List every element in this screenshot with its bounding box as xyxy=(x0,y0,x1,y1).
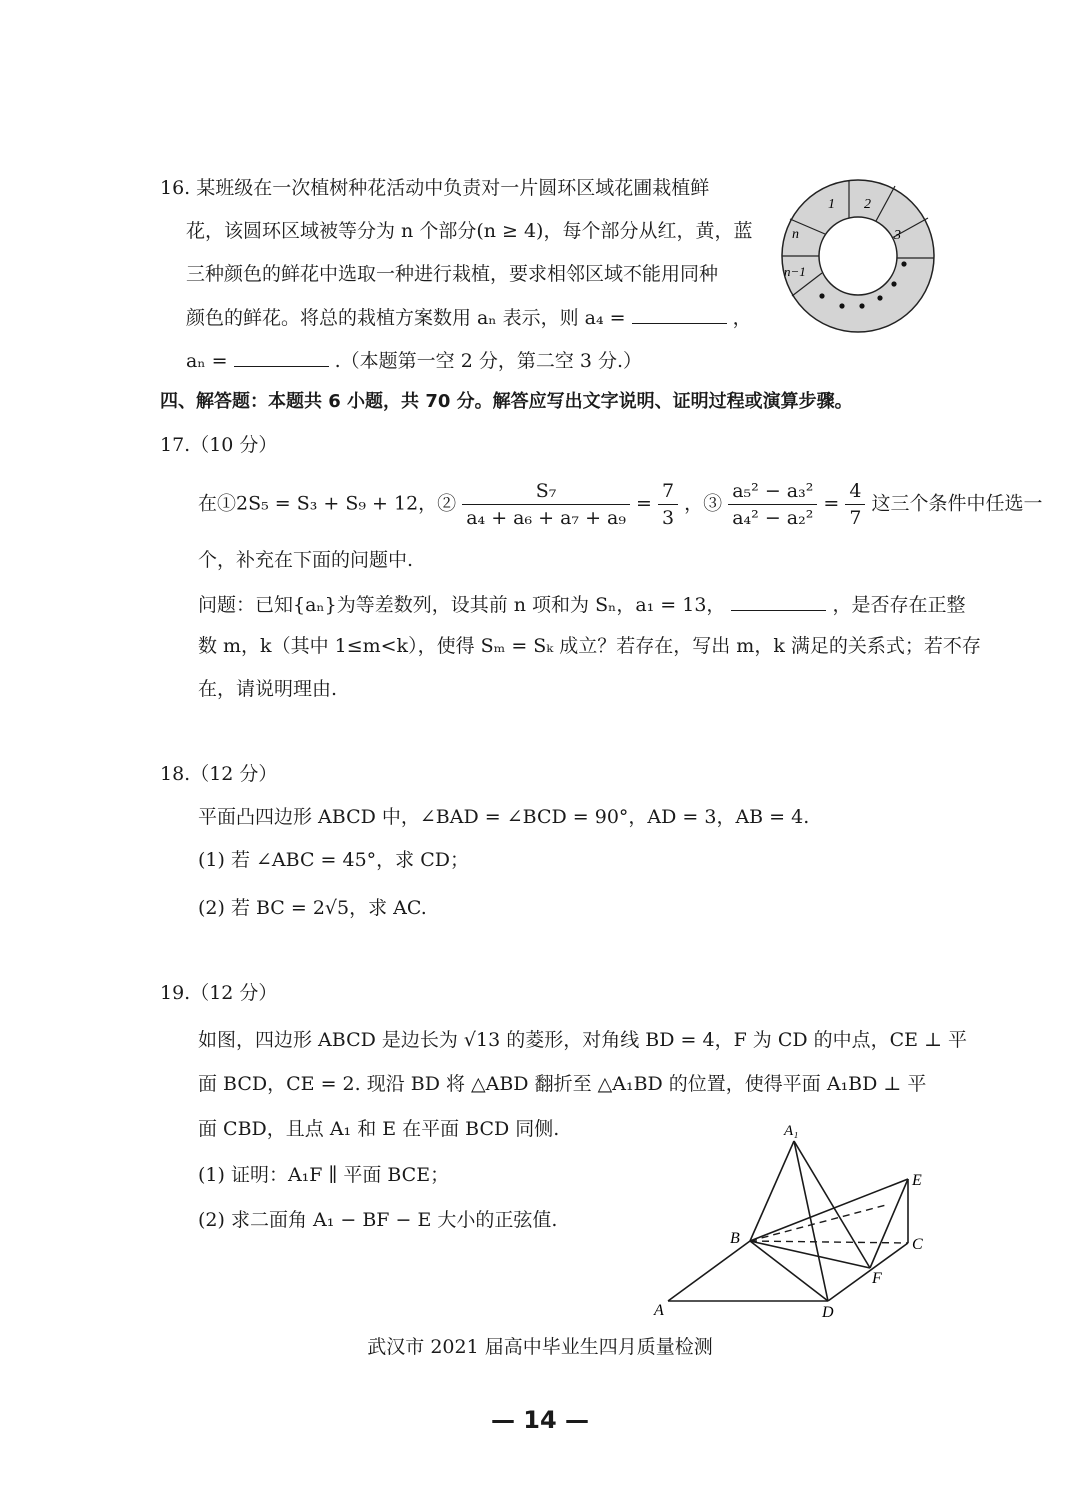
q17-cond2-rden: 3 xyxy=(662,507,675,529)
q17-cond2-fraction xyxy=(462,478,630,531)
q17-cond3-rden: 7 xyxy=(849,507,862,529)
q18-part-2: (2) 若 BC = 2√5，求 AC. xyxy=(198,897,427,919)
q17-cond2-num: S₇ xyxy=(462,478,630,505)
q17-line-5: 在，请说明理由. xyxy=(198,678,338,700)
q17-line-2: 个，补充在下面的问题中. xyxy=(198,549,414,571)
label-b: B xyxy=(730,1230,740,1247)
q16-answer-blank-2[interactable] xyxy=(234,348,329,367)
q19-part-1: (1) 证明：A₁F ∥ 平面 BCE； xyxy=(198,1164,450,1186)
pyramid-diagram xyxy=(650,1115,940,1325)
q17-cond3-rnum: 4 xyxy=(845,478,865,505)
q19-line-1: 如图，四边形 ABCD 是边长为 √13 的菱形，对角线 BD = 4，F 为 CD 的中点，CE ⊥ 平 xyxy=(198,1029,968,1051)
ring-label-1: 1 xyxy=(828,197,835,212)
q16-line-3: 三种颜色的鲜花中选取一种进行栽植，要求相邻区域不能用同种 xyxy=(186,263,719,285)
q17-line-4: 数 m，k（其中 1≤m<k），使得 Sₘ = Sₖ 成立？若存在，写出 m，k 满足的关系式；若不存 xyxy=(198,635,981,657)
q17-cond3-eq: = xyxy=(823,492,840,515)
q17-line-3 xyxy=(198,592,966,617)
q16-line-4-end: ， xyxy=(732,307,752,329)
q17-cond3-prefix: ，③ xyxy=(684,492,723,515)
ring-diagram xyxy=(770,176,946,336)
label-a: A xyxy=(654,1302,664,1319)
q16-line-4 xyxy=(186,305,752,330)
label-e: E xyxy=(912,1172,922,1189)
q17-cond3-den: a₄² − a₂² xyxy=(732,507,814,529)
q17-condition-blank[interactable] xyxy=(731,592,826,611)
q16-line-2: 花，该圆环区域被等分为 n 个部分(n ≥ 4)，每个部分从红，黄，蓝 xyxy=(186,220,753,242)
q17-cond-tail: 这三个条件中任选一 xyxy=(871,492,1043,515)
q19-line-3: 面 CBD，且点 A₁ 和 E 在平面 BCD 同侧. xyxy=(198,1118,560,1140)
page-number: — 14 — xyxy=(490,1406,590,1434)
q16-line-1: 16. 某班级在一次植树种花活动中负责对一片圆环区域花圃栽植鲜 xyxy=(160,177,710,199)
label-a1: A₁ xyxy=(784,1123,799,1139)
q17-cond-intro: 在①2S₅ = S₃ + S₉ + 12，② xyxy=(198,492,457,515)
q16-line-5-end: .（本题第一空 2 分，第二空 3 分.） xyxy=(334,350,643,372)
q18-part-1: (1) 若 ∠ABC = 45°，求 CD； xyxy=(198,849,469,871)
ring-label-3: 3 xyxy=(894,228,901,243)
q19-header: 19.（12 分） xyxy=(160,982,278,1004)
q17-line-3-end: ，是否存在正整 xyxy=(832,594,966,616)
q16-answer-blank-1[interactable] xyxy=(632,305,727,324)
footer-exam-title: 武汉市 2021 届高中毕业生四月质量检测 xyxy=(367,1336,713,1358)
q17-line-3-text: 问题：已知{aₙ}为等差数列，设其前 n 项和为 Sₙ，a₁ = 13， xyxy=(198,594,726,616)
q17-cond2-eq: = xyxy=(636,492,652,515)
q17-cond3-num: a₅² − a₃² xyxy=(728,478,817,505)
q16-line-5 xyxy=(186,348,642,373)
ring-label-n-minus-1: n−1 xyxy=(784,264,806,279)
q17-cond3-fraction xyxy=(728,478,817,531)
q17-cond2-rhs xyxy=(658,478,678,531)
label-f: F xyxy=(872,1270,882,1287)
q19-part-2: (2) 求二面角 A₁ − BF − E 大小的正弦值. xyxy=(198,1209,558,1231)
q17-cond2-den: a₄ + a₆ + a₇ + a₉ xyxy=(466,507,626,529)
q17-cond3-rhs xyxy=(845,478,865,531)
q17-header: 17.（10 分） xyxy=(160,434,278,456)
q18-line-1: 平面凸四边形 ABCD 中，∠BAD = ∠BCD = 90°，AD = 3，AB = 4. xyxy=(198,806,810,828)
ring-label-2: 2 xyxy=(864,197,871,212)
q17-conditions xyxy=(198,478,1043,531)
q16-line-4-text: 颜色的鲜花。将总的栽植方案数用 aₙ 表示，则 a₄ = xyxy=(186,307,626,329)
q17-cond2-rnum: 7 xyxy=(658,478,678,505)
q16-line-5-text: aₙ = xyxy=(186,350,228,372)
q18-header: 18.（12 分） xyxy=(160,763,278,785)
label-d: D xyxy=(822,1304,834,1321)
section-4-heading: 四、解答题：本题共 6 小题，共 70 分。解答应写出文字说明、证明过程或演算步骤。 xyxy=(160,391,853,412)
label-c: C xyxy=(912,1236,923,1253)
ring-label-n: n xyxy=(792,227,799,242)
q19-line-2: 面 BCD，CE = 2. 现沿 BD 将 △ABD 翻折至 △A₁BD 的位置，使得平面 A₁BD ⊥ 平 xyxy=(198,1073,927,1095)
